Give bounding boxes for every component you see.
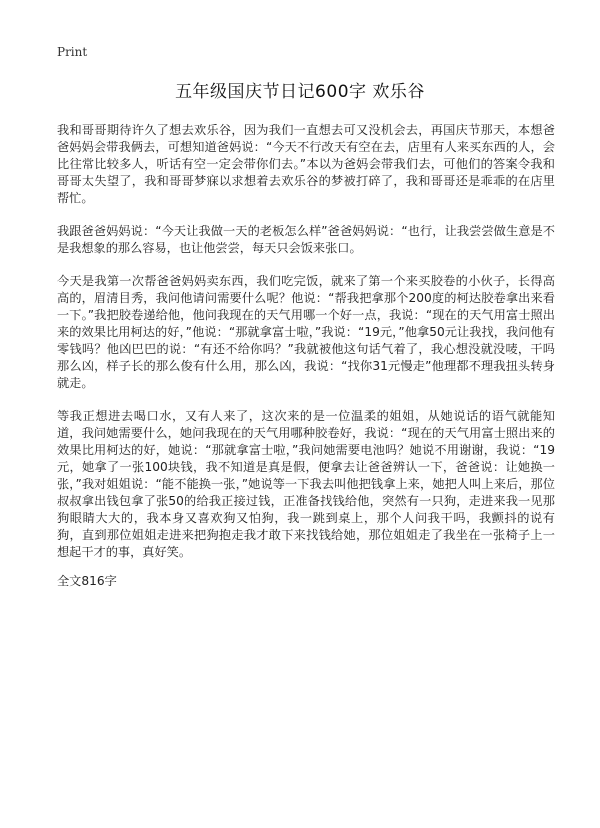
article-body: [57, 122, 555, 577]
paragraph-4: 等我正想进去喝口水，又有人来了，这次来的是一位温柔的姐姐，从她说话的语气就能知道，我问她需要什么，她问我现在的天气用哪种胶卷好，我说：“现在的天气用富士照出来的效果比用柯达的好，她说：“那就拿富士啦，”我问她需要电池吗？她说不用谢谢，我说：“19元，她拿了一张100块钱，我不知道是真是假，便拿去让爸爸辨认一下，爸爸说：让她换一张，”我对姐姐说：“能不能换一张，”她说等一下我去叫他把钱拿上来，她把人叫上来后，那位叔叔拿出钱包拿了张50的给我正接过钱，正准备找钱给他，突然有一只狗，走进来我一见那狗眼睛大大的，我本身又喜欢狗又怕狗，我一跳到桌上，那个人问我干吗，我颤抖的说有狗，直到那位姐姐走进来把狗抱走我才敢下来找钱给她，那位姐姐走了我坐在一张椅子上一想起干才的事，真好笑。: [57, 409, 555, 559]
paragraph-2: 我跟爸爸妈妈说：“今天让我做一天的老板怎么样”爸爸妈妈说：“也行，让我尝尝做生意是不是我想象的那么容易，也让他尝尝，每天只会饭来张口。: [57, 224, 555, 255]
article-title: 五年级国庆节日记600字 欢乐谷: [175, 82, 425, 102]
word-count: 全文816字: [57, 574, 117, 588]
paragraph-1: 我和哥哥期待许久了想去欢乐谷，因为我们一直想去可又没机会去，再国庆节那天，本想爸爸妈妈会带我俩去，可想知道爸妈说：“今天不行改天有空在去，店里有人来买东西的人，会比往常比较多人，听话有空一定会带你们去。”本以为爸妈会带我们去，可他们的答案令我和哥哥太失望了，我和哥哥梦寐以求想着去欢乐谷的梦被打碎了，我和哥哥还是乖乖的在店里帮忙。: [57, 123, 555, 205]
print-link[interactable]: Print: [57, 45, 88, 59]
paragraph-3: 今天是我第一次帮爸爸妈妈卖东西，我们吃完饭，就来了第一个来买胶卷的小伙子，长得高高的，眉清目秀，我问他请问需要什么呢？他说：“帮我把拿那个200度的柯达胶卷拿出来看一下。”我把胶卷递给他，他问我现在的天气用哪一个好一点，我说：“现在的天气用富士照出来的效果比用柯达的好，”他说：“那就拿富士啦，”我说：“19元，”他拿50元让我找，我问他有零钱吗？他凶巴巴的说：“有还不给你吗？”我就被他这句话气着了，我心想没就没唛，干吗那么凶，样子长的那么俊有什么用，那么凶，我说：“找你31元慢走”他理都不理我扭头转身就走。: [57, 274, 555, 390]
